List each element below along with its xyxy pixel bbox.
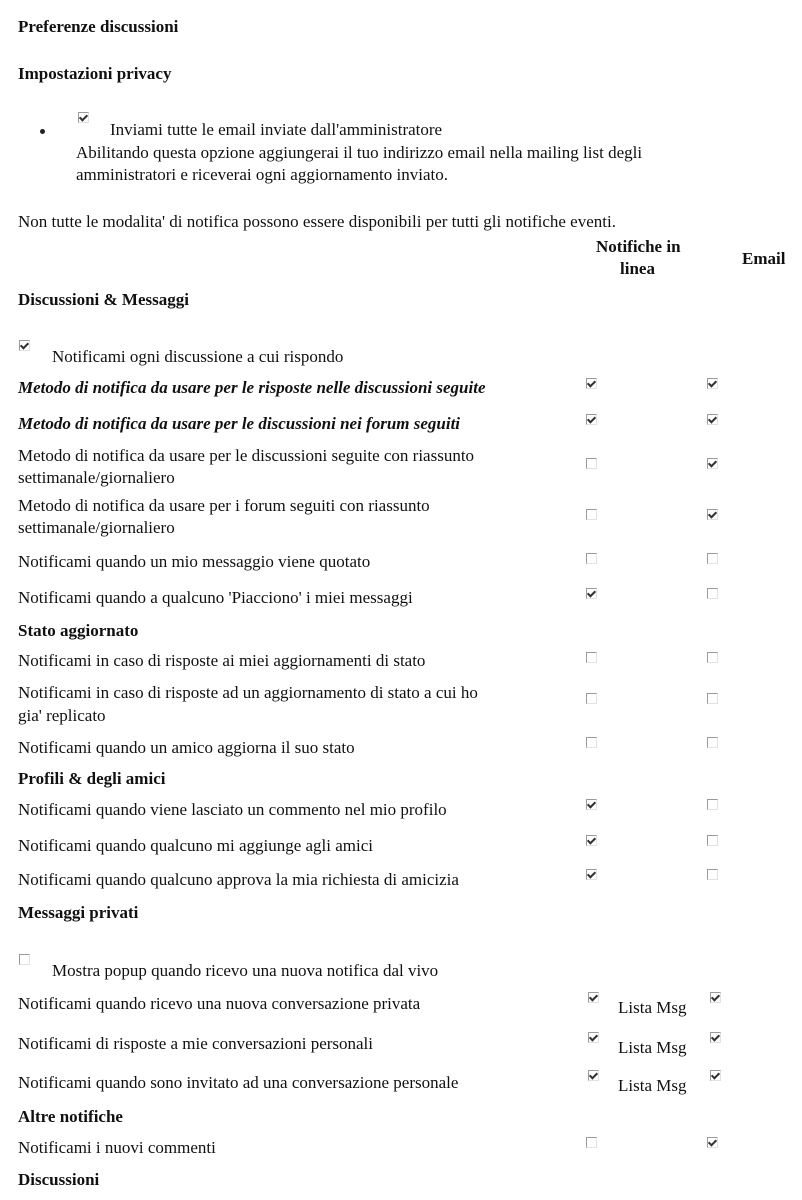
online-checkbox[interactable] — [586, 588, 597, 599]
section-heading-private: Messaggi privati — [18, 903, 139, 922]
admin-email-label: Inviami tutte le email inviate dall'amministratore — [110, 120, 443, 139]
notify-replied-label: Notificami ogni discussione a cui rispondo — [52, 347, 344, 366]
online-checkbox[interactable] — [586, 799, 597, 810]
section-heading-discussions: Discussioni & Messaggi — [18, 290, 189, 309]
email-checkbox[interactable] — [707, 693, 718, 704]
email-checkbox[interactable] — [707, 869, 718, 880]
online-checkbox[interactable] — [586, 378, 597, 389]
email-list-label: Lista Msg — [618, 1076, 687, 1095]
setting-label: Metodo di notifica da usare per le risposte nelle discussioni seguite — [18, 378, 486, 397]
online-checkbox[interactable] — [586, 1137, 597, 1148]
email-checkbox[interactable] — [710, 992, 721, 1003]
email-checkbox[interactable] — [710, 1032, 721, 1043]
online-checkbox[interactable] — [586, 737, 597, 748]
online-checkbox[interactable] — [586, 869, 597, 880]
section-heading-threads: Discussioni — [18, 1170, 100, 1189]
column-header-online-line1: Notifiche in — [596, 237, 681, 256]
setting-label-line2: settimanale/giornaliero — [18, 468, 175, 487]
setting-label: Notificami quando a qualcuno 'Piacciono' i miei messaggi — [18, 588, 413, 607]
setting-label: Notificami di risposte a mie conversazioni personali — [18, 1034, 374, 1053]
setting-label: Notificami quando sono invitato ad una conversazione personale — [18, 1073, 459, 1092]
email-checkbox[interactable] — [707, 553, 718, 564]
email-checkbox[interactable] — [707, 588, 718, 599]
online-checkbox[interactable] — [586, 458, 597, 469]
setting-label-line2: settimanale/giornaliero — [18, 518, 175, 537]
email-list-label: Lista Msg — [618, 1038, 687, 1057]
setting-label-line1: Metodo di notifica da usare per i forum seguiti con riassunto — [18, 496, 430, 515]
setting-label-line1: Notificami in caso di risposte ad un aggiornamento di stato a cui ho — [18, 683, 478, 702]
notice-text: Non tutte le modalita' di notifica possono essere disponibili per tutti gli notifiche eventi. — [18, 212, 616, 231]
email-checkbox[interactable] — [707, 737, 718, 748]
popup-label: Mostra popup quando ricevo una nuova notifica dal vivo — [52, 961, 439, 980]
email-checkbox[interactable] — [710, 1070, 721, 1081]
email-checkbox[interactable] — [707, 458, 718, 469]
email-checkbox[interactable] — [707, 1137, 718, 1148]
setting-label: Notificami quando viene lasciato un commento nel mio profilo — [18, 800, 447, 819]
online-checkbox[interactable] — [588, 1070, 599, 1081]
section-heading-status: Stato aggiornato — [18, 621, 139, 640]
setting-label: Notificami quando qualcuno mi aggiunge agli amici — [18, 836, 374, 855]
admin-email-desc-line2: amministratori e riceverai ogni aggiornamento inviato. — [76, 165, 448, 184]
admin-email-desc-line1: Abilitando questa opzione aggiungerai il tuo indirizzo email nella mailing list degli — [76, 143, 643, 162]
email-checkbox[interactable] — [707, 378, 718, 389]
online-checkbox[interactable] — [588, 992, 599, 1003]
online-checkbox[interactable] — [586, 553, 597, 564]
admin-email-checkbox[interactable] — [78, 112, 89, 123]
setting-label: Metodo di notifica da usare per le discussioni nei forum seguiti — [18, 414, 461, 433]
page-title: Preferenze discussioni — [18, 17, 179, 36]
online-checkbox[interactable] — [586, 652, 597, 663]
section-heading-profiles: Profili & degli amici — [18, 769, 166, 788]
setting-label-line1: Metodo di notifica da usare per le discussioni seguite con riassunto — [18, 446, 475, 465]
column-header-online-line2: linea — [620, 259, 655, 278]
notify-replied-checkbox[interactable] — [19, 340, 30, 351]
setting-label: Notificami i nuovi commenti — [18, 1138, 216, 1157]
setting-label: Notificami quando ricevo una nuova conversazione privata — [18, 994, 421, 1013]
setting-label: Notificami quando un mio messaggio viene quotato — [18, 552, 371, 571]
setting-label: Notificami in caso di risposte ai miei aggiornamenti di stato — [18, 651, 426, 670]
privacy-heading: Impostazioni privacy — [18, 64, 172, 83]
online-checkbox[interactable] — [586, 509, 597, 520]
bullet — [40, 129, 45, 134]
online-checkbox[interactable] — [586, 693, 597, 704]
email-checkbox[interactable] — [707, 835, 718, 846]
section-heading-other: Altre notifiche — [18, 1107, 123, 1126]
column-header-email: Email — [742, 249, 786, 268]
online-checkbox[interactable] — [586, 414, 597, 425]
setting-label: Notificami quando qualcuno approva la mia richiesta di amicizia — [18, 870, 459, 889]
setting-label: Notificami quando un amico aggiorna il suo stato — [18, 738, 355, 757]
online-checkbox[interactable] — [586, 835, 597, 846]
email-checkbox[interactable] — [707, 509, 718, 520]
email-checkbox[interactable] — [707, 414, 718, 425]
setting-label-line2: gia' replicato — [18, 706, 106, 725]
email-list-label: Lista Msg — [618, 998, 687, 1017]
email-checkbox[interactable] — [707, 652, 718, 663]
email-checkbox[interactable] — [707, 799, 718, 810]
popup-checkbox[interactable] — [19, 954, 30, 965]
online-checkbox[interactable] — [588, 1032, 599, 1043]
